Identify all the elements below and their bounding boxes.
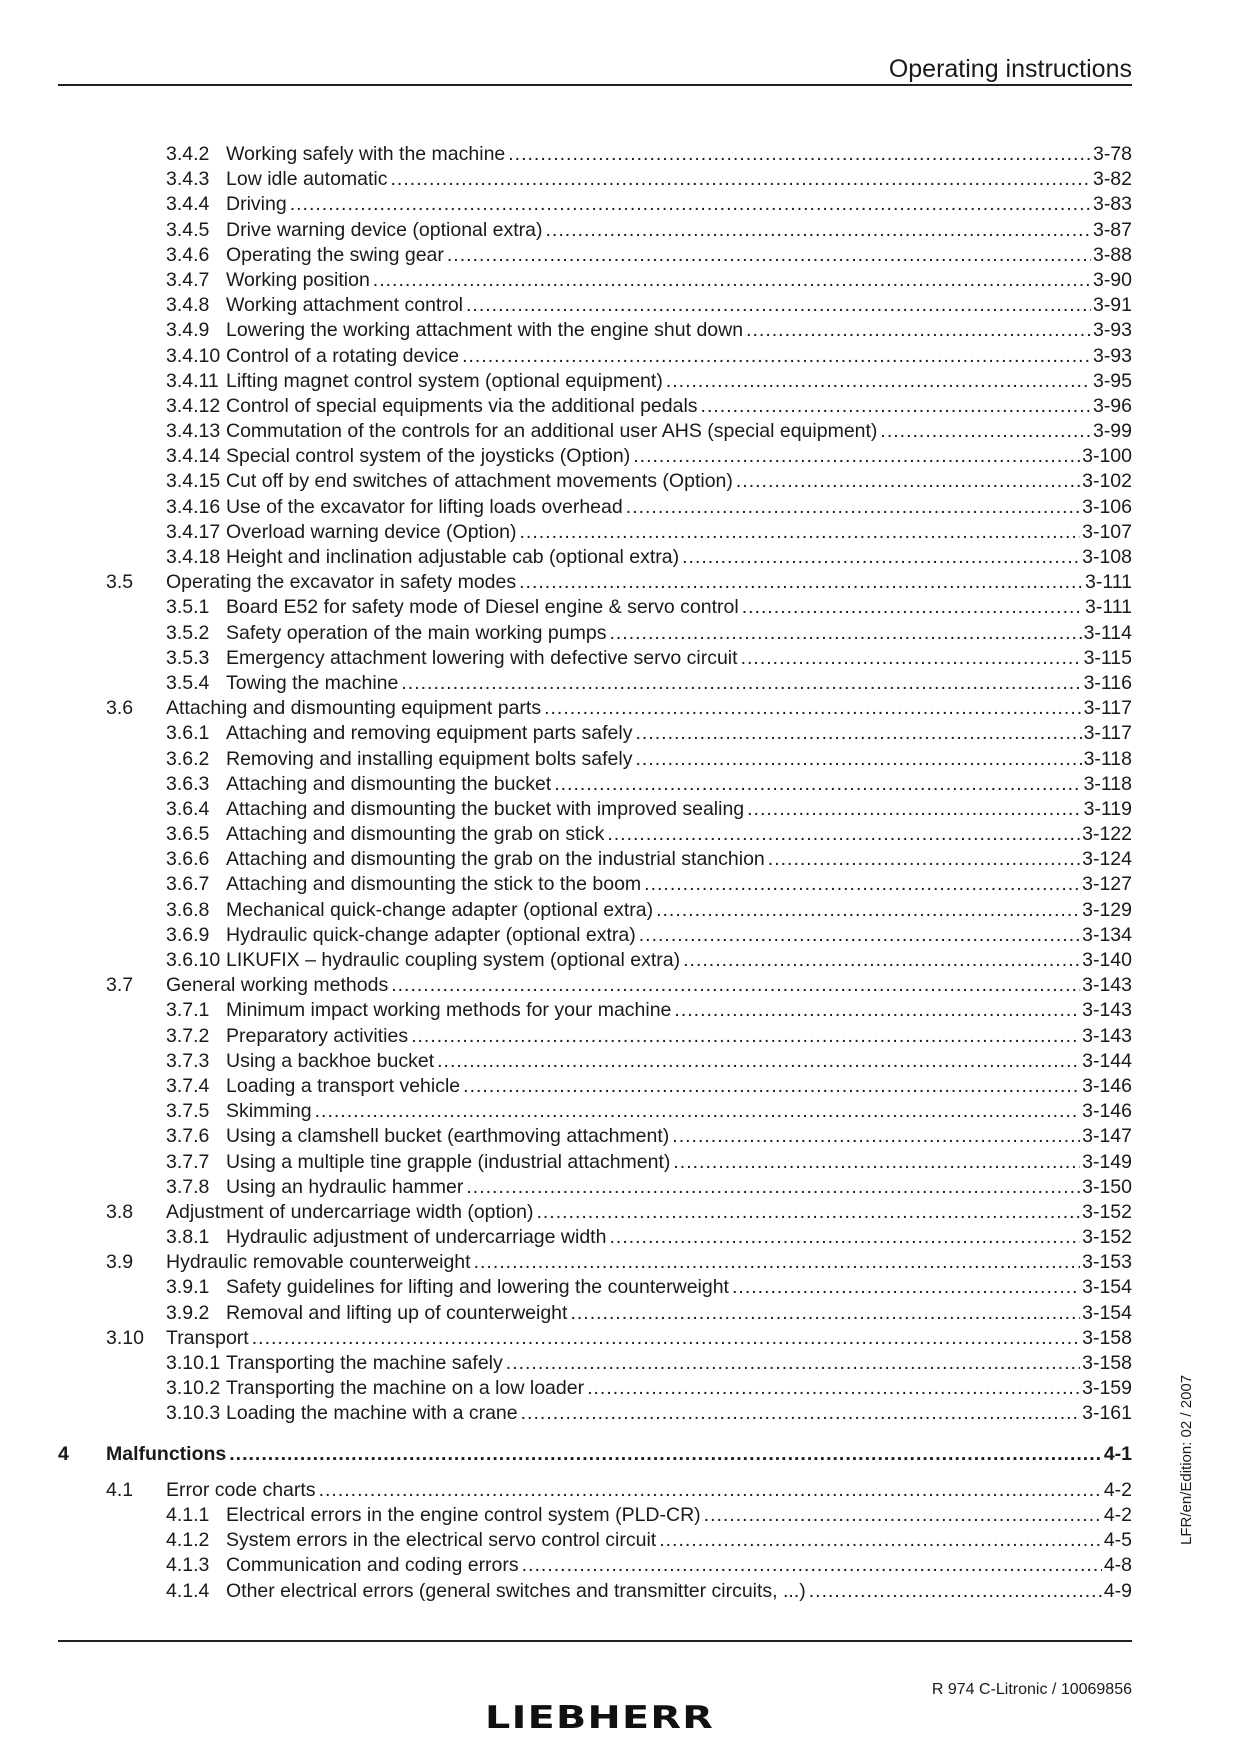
toc-entry[interactable]	[0, 872, 1132, 897]
toc-entry-page: 3-143	[1082, 1024, 1132, 1047]
toc-leader-dots	[683, 948, 1080, 973]
toc-entry[interactable]	[0, 318, 1132, 343]
toc-leader-dots	[746, 318, 1091, 343]
toc-entry-title: Minimum impact working methods for your machine	[226, 999, 672, 1022]
toc-entry-page: 3-111	[1085, 596, 1132, 619]
toc-entry-title: Working position	[226, 268, 370, 291]
toc-entry[interactable]	[0, 469, 1132, 494]
toc-entry-title: Removing and installing equipment bolts safely	[226, 747, 633, 770]
toc-entry-title: Using a backhoe bucket	[226, 1049, 435, 1072]
toc-entry-page: 4-5	[1103, 1529, 1132, 1552]
toc-entry-page: 3-93	[1092, 344, 1132, 367]
toc-entry-page: 3-154	[1082, 1301, 1132, 1324]
toc-entry-page: 3-159	[1082, 1377, 1132, 1400]
toc-entry-page: 3-117	[1083, 722, 1132, 745]
toc-entry-title: Attaching and dismounting the grab on stick	[226, 823, 605, 846]
toc-entry-page: 3-158	[1082, 1352, 1132, 1374]
toc-leader-dots	[635, 721, 1081, 746]
toc-entry[interactable]	[0, 1376, 1132, 1401]
toc-entry-page: 3-134	[1082, 923, 1132, 946]
toc-entry[interactable]	[0, 1579, 1132, 1604]
toc-entry-title: General working methods	[166, 974, 389, 997]
toc-entry[interactable]	[0, 772, 1132, 797]
toc-leader-dots	[474, 1250, 1081, 1275]
toc-entry-title: Commutation of the controls for an additional user AHS (special equipment)	[226, 420, 878, 443]
toc-entry[interactable]	[0, 1225, 1132, 1250]
toc-entry-number: 3.7.3	[166, 1049, 210, 1072]
toc-leader-dots	[519, 570, 1083, 595]
toc-entry[interactable]	[0, 923, 1132, 948]
toc-entry-page: 3-150	[1082, 1175, 1132, 1198]
toc-entry-page: 3-152	[1082, 1200, 1132, 1223]
toc-entry-number: 3.4.9	[166, 319, 210, 342]
toc-entry-number: 3.4.12	[166, 394, 221, 417]
toc-entry[interactable]	[0, 1074, 1132, 1099]
toc-entry-title: Transporting the machine on a low loader	[226, 1377, 585, 1400]
toc-entry-title: Other electrical errors (general switches and transmitter circuits, ...)	[226, 1579, 806, 1602]
toc-entry[interactable]	[0, 344, 1132, 369]
toc-entry-number: 3.9	[106, 1251, 134, 1274]
toc-entry-title: Towing the machine	[226, 671, 399, 694]
header-divider	[58, 84, 1132, 86]
toc-entry[interactable]	[0, 822, 1132, 847]
toc-entry-title: Loading the machine with a crane	[226, 1402, 518, 1425]
toc-entry-title: Operating the swing gear	[226, 243, 444, 266]
toc-entry-page: 3-118	[1083, 772, 1132, 795]
toc-entry-number: 3.4.7	[166, 268, 210, 291]
toc-entry[interactable]	[0, 419, 1132, 444]
toc-entry-page: 3-95	[1092, 369, 1132, 392]
toc-leader-dots	[704, 1503, 1102, 1528]
toc-entry-number: 3.4.14	[166, 445, 221, 468]
toc-entry[interactable]	[0, 998, 1132, 1023]
toc-entry-title: Height and inclination adjustable cab (optional extra)	[226, 546, 680, 568]
toc-entry[interactable]	[0, 646, 1132, 671]
toc-leader-dots	[519, 520, 1080, 545]
toc-entry[interactable]	[0, 1553, 1132, 1578]
toc-leader-dots	[736, 469, 1080, 494]
toc-entry-number: 3.5.4	[166, 671, 210, 694]
toc-leader-dots	[290, 192, 1091, 217]
toc-entry[interactable]	[0, 721, 1132, 746]
toc-entry-title: Low idle automatic	[226, 168, 388, 191]
toc-entry-page: 3-115	[1083, 646, 1132, 669]
toc-entry-page: 3-91	[1092, 294, 1132, 317]
toc-entry-page: 3-146	[1082, 1100, 1132, 1123]
toc-entry-number: 3.7.5	[166, 1100, 210, 1123]
toc-leader-dots	[587, 1376, 1080, 1401]
toc-entry[interactable]	[0, 898, 1132, 923]
toc-leader-dots	[635, 747, 1081, 772]
toc-entry-page: 3-149	[1082, 1150, 1132, 1173]
toc-entry[interactable]	[0, 1049, 1132, 1074]
toc-entry-title: Control of a rotating device	[226, 344, 460, 367]
toc-entry[interactable]	[0, 1351, 1132, 1376]
toc-leader-dots	[673, 1150, 1080, 1175]
toc-leader-dots	[639, 923, 1080, 948]
toc-entry-number: 3.6.8	[166, 898, 210, 921]
toc-entry-number: 3.9.2	[166, 1301, 210, 1324]
toc-leader-dots	[659, 1528, 1102, 1553]
toc-entry-number: 4.1.4	[166, 1579, 210, 1602]
toc-leader-dots	[607, 822, 1080, 847]
toc-entry-page: 3-119	[1083, 797, 1132, 820]
toc-entry-page: 3-106	[1082, 495, 1132, 518]
toc-leader-dots	[732, 1275, 1080, 1300]
toc-leader-dots	[742, 595, 1083, 620]
toc-leader-dots	[466, 293, 1091, 318]
toc-entry-title: Malfunctions	[106, 1442, 227, 1465]
toc-entry[interactable]	[0, 595, 1132, 620]
toc-leader-dots	[466, 1175, 1080, 1200]
toc-entry[interactable]	[0, 1326, 1132, 1351]
toc-entry-title: Transport	[166, 1326, 249, 1349]
toc-entry-title: Safety guidelines for lifting and lowering the counterweight	[226, 1276, 729, 1299]
toc-entry-page: 3-88	[1092, 243, 1132, 266]
toc-entry-number: 3.5.1	[166, 596, 210, 619]
toc-entry-number: 3.10.2	[166, 1377, 221, 1400]
toc-leader-dots	[545, 218, 1090, 243]
toc-entry[interactable]	[0, 1124, 1132, 1149]
toc-entry[interactable]	[0, 797, 1132, 822]
toc-entry[interactable]	[0, 369, 1132, 394]
toc-entry-number: 3.6	[106, 697, 134, 720]
document-id: R 974 C-Litronic / 10069856	[931, 1681, 1132, 1698]
toc-entry-number: 3.7.4	[166, 1074, 210, 1097]
toc-entry-title: Working attachment control	[226, 294, 463, 317]
toc-entry-title: Driving	[226, 193, 287, 216]
toc-entry-title: Cut off by end switches of attachment movements (Option)	[226, 470, 733, 493]
toc-entry[interactable]	[0, 1150, 1132, 1175]
toc-entry-page: 3-83	[1092, 193, 1132, 216]
toc-entry-page: 3-127	[1082, 873, 1132, 896]
toc-entry[interactable]	[0, 1250, 1132, 1275]
toc-leader-dots	[554, 772, 1081, 797]
toc-entry-number: 3.7.7	[166, 1150, 210, 1173]
toc-entry-title: Removal and lifting up of counterweight	[226, 1301, 568, 1324]
toc-entry-number: 3.8.1	[166, 1226, 210, 1249]
toc-leader-dots	[570, 1301, 1080, 1326]
toc-entry[interactable]	[0, 570, 1132, 595]
toc-entry-number: 3.5.2	[166, 621, 210, 644]
toc-leader-dots	[373, 268, 1091, 293]
toc-leader-dots	[462, 344, 1091, 369]
toc-entry[interactable]	[0, 394, 1132, 419]
toc-leader-dots	[252, 1326, 1080, 1351]
toc-entry-number: 4.1.1	[166, 1503, 210, 1526]
toc-entry[interactable]	[0, 1442, 1132, 1467]
toc-entry-page: 4-2	[1103, 1503, 1132, 1526]
toc-entry-title: Hydraulic quick-change adapter (optional extra)	[226, 923, 636, 946]
toc-entry-number: 3.4.16	[166, 495, 221, 518]
toc-leader-dots	[626, 495, 1080, 520]
toc-entry-number: 3.4.10	[166, 344, 221, 367]
toc-leader-dots	[544, 696, 1081, 721]
toc-entry[interactable]	[0, 243, 1132, 268]
toc-entry[interactable]	[0, 1200, 1132, 1225]
table-of-contents	[0, 142, 1240, 1604]
toc-entry-page: 4-9	[1103, 1579, 1132, 1602]
toc-entry-page: 3-116	[1083, 671, 1132, 694]
toc-entry-title: Error code charts	[166, 1478, 316, 1501]
toc-entry-title: Control of special equipments via the additional pedals	[226, 394, 698, 417]
toc-entry-title: Hydraulic adjustment of undercarriage width	[226, 1226, 607, 1249]
toc-entry-page: 3-158	[1082, 1326, 1132, 1349]
toc-entry-page: 4-8	[1103, 1554, 1132, 1577]
toc-entry-title: Using a multiple tine grapple (industrial attachment)	[226, 1150, 671, 1173]
toc-entry-number: 3.5	[106, 571, 134, 594]
toc-entry-number: 3.6.3	[166, 772, 210, 795]
toc-entry-title: Adjustment of undercarriage width (option)	[166, 1200, 534, 1223]
toc-entry-title: LIKUFIX – hydraulic coupling system (optional extra)	[226, 949, 681, 971]
toc-entry[interactable]	[0, 621, 1132, 646]
toc-entry-title: System errors in the electrical servo control circuit	[226, 1529, 657, 1552]
toc-entry-number: 3.6.1	[166, 722, 210, 745]
toc-entry-title: Loading a transport vehicle	[226, 1074, 461, 1097]
toc-entry[interactable]	[0, 696, 1132, 721]
toc-entry-page: 3-117	[1083, 697, 1132, 720]
toc-entry-number: 3.6.7	[166, 873, 210, 896]
toc-entry-page: 3-143	[1082, 974, 1132, 997]
toc-entry-number: 3.4.6	[166, 243, 210, 266]
toc-entry-title: Lifting magnet control system (optional equipment)	[226, 369, 663, 392]
toc-leader-dots	[391, 167, 1091, 192]
toc-entry-page: 3-153	[1082, 1251, 1132, 1274]
toc-entry[interactable]	[0, 444, 1132, 469]
toc-leader-dots	[809, 1579, 1102, 1604]
toc-entry[interactable]	[0, 167, 1132, 192]
toc-entry[interactable]	[0, 847, 1132, 872]
toc-entry-title: Attaching and dismounting the bucket with improved sealing	[226, 797, 745, 820]
toc-entry-number: 3.7.1	[166, 999, 210, 1022]
toc-leader-dots	[666, 369, 1091, 394]
toc-leader-dots	[768, 847, 1080, 872]
toc-leader-dots	[609, 621, 1081, 646]
toc-entry-title: Attaching and dismounting equipment parts	[166, 697, 542, 720]
toc-leader-dots	[437, 1049, 1080, 1074]
edition-note: LFR/en/Edition: 02 / 2007	[1178, 1374, 1195, 1545]
toc-leader-dots	[633, 444, 1080, 469]
footer-divider	[58, 1640, 1132, 1642]
toc-entry[interactable]	[0, 293, 1132, 318]
toc-entry-number: 3.4.5	[166, 218, 210, 241]
toc-entry-page: 3-161	[1082, 1402, 1132, 1425]
toc-entry-number: 3.7.8	[166, 1175, 210, 1198]
toc-leader-dots	[447, 243, 1091, 268]
toc-entry-page: 4-2	[1103, 1478, 1132, 1501]
toc-entry-title: Attaching and removing equipment parts safely	[226, 722, 633, 745]
toc-leader-dots	[536, 1200, 1080, 1225]
toc-leader-dots	[506, 1351, 1080, 1376]
toc-leader-dots	[672, 1124, 1080, 1149]
toc-entry-page: 3-107	[1082, 520, 1132, 543]
toc-entry-title: Attaching and dismounting the stick to the boom	[226, 873, 642, 896]
toc-entry-number: 3.6.5	[166, 823, 210, 846]
toc-entry-number: 3.5.3	[166, 646, 210, 669]
toc-entry[interactable]	[0, 1301, 1132, 1326]
toc-entry-page: 3-146	[1082, 1074, 1132, 1097]
toc-leader-dots	[508, 142, 1091, 167]
toc-entry-title: Working safely with the machine	[226, 143, 506, 165]
toc-entry[interactable]	[0, 218, 1132, 243]
toc-entry-page: 3-78	[1092, 143, 1132, 165]
toc-entry-number: 3.4.13	[166, 420, 221, 443]
toc-entry[interactable]	[0, 1024, 1132, 1049]
toc-entry-title: Communication and coding errors	[226, 1554, 519, 1577]
toc-entry-number: 4.1	[106, 1478, 134, 1501]
toc-entry-page: 3-90	[1092, 268, 1132, 291]
toc-entry-title: Overload warning device (Option)	[226, 520, 517, 543]
toc-entry-title: Using an hydraulic hammer	[226, 1175, 464, 1198]
toc-entry-page: 3-152	[1082, 1226, 1132, 1249]
toc-entry[interactable]	[0, 268, 1132, 293]
toc-entry-page: 3-124	[1082, 848, 1132, 871]
toc-leader-dots	[674, 998, 1080, 1023]
toc-entry-page: 4-1	[1103, 1442, 1132, 1465]
toc-entry[interactable]	[0, 747, 1132, 772]
toc-entry-number: 3.6.10	[166, 949, 221, 971]
toc-entry-number: 3.4.15	[166, 470, 221, 493]
toc-entry-number: 3.4.2	[166, 143, 210, 165]
toc-entry[interactable]	[0, 520, 1132, 545]
toc-entry-page: 3-114	[1083, 621, 1132, 644]
toc-entry-number: 3.9.1	[166, 1276, 210, 1299]
toc-entry-page: 3-147	[1082, 1125, 1132, 1148]
toc-entry-title: Skimming	[226, 1100, 312, 1123]
toc-entry-page: 3-82	[1092, 168, 1132, 191]
toc-entry-number: 3.4.4	[166, 193, 210, 216]
toc-entry-title: Emergency attachment lowering with defective servo circuit	[226, 646, 738, 669]
toc-entry-page: 3-118	[1083, 747, 1132, 770]
toc-entry-title: Use of the excavator for lifting loads overhead	[226, 495, 623, 518]
toc-entry-number: 3.7.6	[166, 1125, 210, 1148]
toc-entry[interactable]	[0, 948, 1132, 973]
toc-entry-page: 3-144	[1082, 1049, 1132, 1072]
toc-leader-dots	[701, 394, 1091, 419]
toc-leader-dots	[682, 545, 1080, 570]
toc-entry-page: 3-102	[1082, 470, 1132, 493]
toc-entry-title: Board E52 for safety mode of Diesel engine & servo control	[226, 596, 739, 619]
toc-leader-dots	[741, 646, 1082, 671]
toc-leader-dots	[747, 797, 1081, 822]
toc-entry-title: Attaching and dismounting the grab on the industrial stanchion	[226, 848, 765, 871]
toc-entry-number: 3.4.11	[166, 369, 219, 392]
toc-entry[interactable]	[0, 192, 1132, 217]
toc-entry[interactable]	[0, 1478, 1132, 1503]
toc-entry-number: 3.4.3	[166, 168, 210, 191]
toc-entry[interactable]	[0, 1175, 1132, 1200]
toc-entry[interactable]	[0, 1503, 1132, 1528]
toc-entry-page: 3-129	[1082, 898, 1132, 921]
toc-entry-title: Lowering the working attachment with the engine shut down	[226, 319, 744, 342]
toc-entry[interactable]	[0, 142, 1132, 167]
toc-entry-page: 3-140	[1082, 949, 1132, 971]
toc-entry-number: 4	[58, 1442, 69, 1465]
toc-entry-page: 3-93	[1092, 319, 1132, 342]
toc-entry-page: 3-122	[1082, 823, 1132, 846]
toc-entry-number: 3.10	[106, 1326, 144, 1349]
toc-entry-title: Safety operation of the main working pumps	[226, 621, 607, 644]
toc-entry-number: 3.10.3	[166, 1402, 221, 1425]
toc-entry-page: 3-154	[1082, 1276, 1132, 1299]
toc-entry-title: Special control system of the joysticks (Option)	[226, 445, 631, 468]
toc-entry[interactable]	[0, 671, 1132, 696]
toc-leader-dots	[319, 1478, 1102, 1503]
toc-entry-title: Transporting the machine safely	[226, 1352, 503, 1374]
toc-leader-dots	[315, 1099, 1081, 1124]
toc-entry-title: Preparatory activities	[226, 1024, 409, 1047]
toc-leader-dots	[644, 872, 1080, 897]
toc-entry-page: 3-99	[1092, 420, 1132, 443]
toc-leader-dots	[463, 1074, 1080, 1099]
toc-entry-title: Electrical errors in the engine control system (PLD-CR)	[226, 1503, 701, 1526]
toc-entry-number: 3.6.2	[166, 747, 210, 770]
toc-entry-number: 3.4.18	[166, 546, 221, 568]
toc-leader-dots	[609, 1225, 1080, 1250]
toc-entry-number: 3.7	[106, 974, 134, 997]
toc-leader-dots	[880, 419, 1091, 444]
toc-entry-number: 3.4.8	[166, 294, 210, 317]
toc-entry[interactable]	[0, 545, 1132, 570]
toc-entry-number: 3.6.9	[166, 923, 210, 946]
toc-entry-page: 3-96	[1092, 394, 1132, 417]
toc-entry-number: 4.1.3	[166, 1554, 210, 1577]
toc-entry[interactable]	[0, 495, 1132, 520]
toc-leader-dots	[522, 1553, 1102, 1578]
liebherr-logo: LIEBHERR	[485, 1700, 715, 1736]
toc-entry-number: 3.7.2	[166, 1024, 210, 1047]
toc-entry-page: 3-111	[1085, 571, 1132, 594]
toc-entry-title: Drive warning device (optional extra)	[226, 218, 543, 241]
toc-entry[interactable]	[0, 973, 1132, 998]
toc-entry-number: 3.6.4	[166, 797, 210, 820]
toc-entry-title: Operating the excavator in safety modes	[166, 571, 517, 594]
toc-entry-page: 3-100	[1082, 445, 1132, 468]
toc-entry-page: 3-108	[1082, 546, 1132, 568]
toc-entry-number: 4.1.2	[166, 1529, 210, 1552]
toc-leader-dots	[521, 1401, 1081, 1426]
toc-entry[interactable]	[0, 1528, 1132, 1553]
toc-leader-dots	[411, 1024, 1080, 1049]
toc-entry-title: Attaching and dismounting the bucket	[226, 772, 552, 795]
toc-entry-page: 3-143	[1082, 999, 1132, 1022]
toc-entry[interactable]	[0, 1099, 1132, 1124]
page-header-title: Operating instructions	[888, 55, 1132, 83]
toc-leader-dots	[229, 1442, 1102, 1467]
toc-entry-title: Using a clamshell bucket (earthmoving attachment)	[226, 1125, 670, 1148]
toc-entry-page: 3-87	[1092, 218, 1132, 241]
toc-entry-title: Hydraulic removable counterweight	[166, 1251, 471, 1274]
toc-entry-number: 3.8	[106, 1200, 134, 1223]
toc-entry[interactable]	[0, 1275, 1132, 1300]
toc-entry-number: 3.4.17	[166, 520, 221, 543]
toc-entry-number: 3.10.1	[166, 1352, 221, 1374]
toc-entry-number: 3.6.6	[166, 848, 210, 871]
toc-leader-dots	[656, 898, 1080, 923]
toc-leader-dots	[391, 973, 1080, 998]
toc-entry-title: Mechanical quick-change adapter (optional extra)	[226, 898, 654, 921]
toc-leader-dots	[401, 671, 1081, 696]
toc-entry[interactable]	[0, 1401, 1132, 1426]
